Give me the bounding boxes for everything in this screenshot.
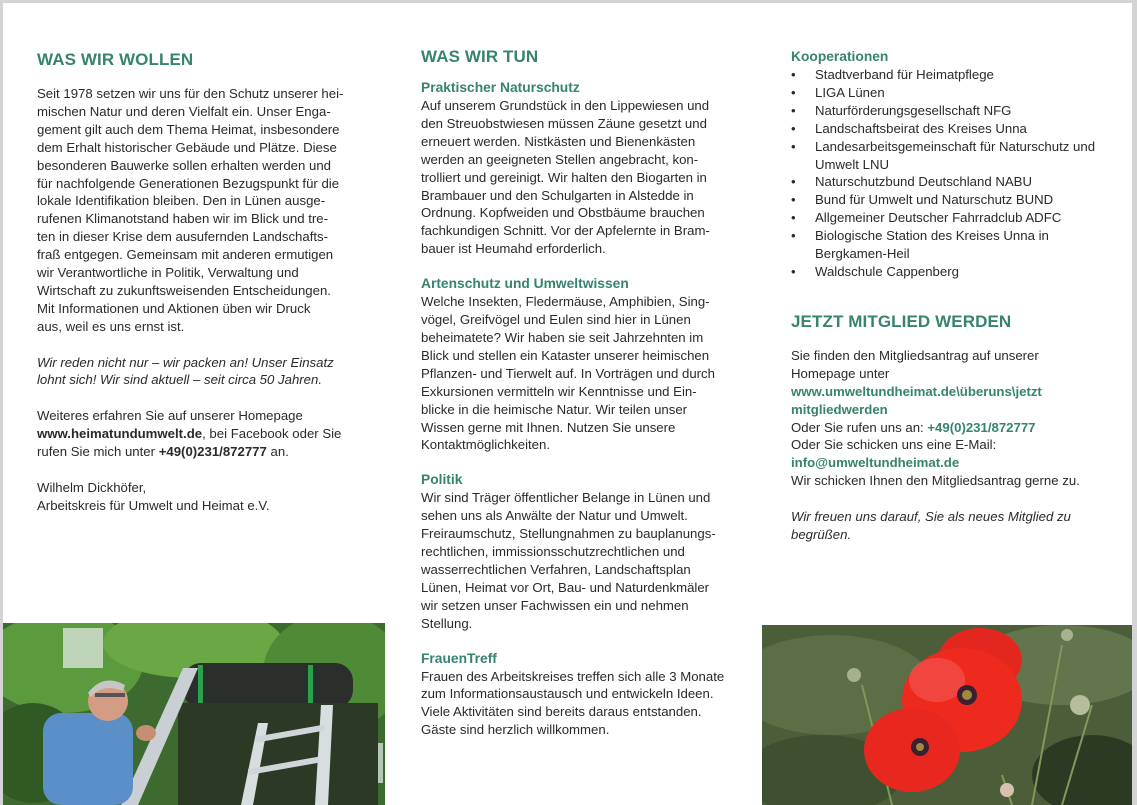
text-line: dem Erhalt historischer Gebäude und Plätze. Diese <box>37 139 337 155</box>
text-line: bauer ist Heumahd erforderlich. <box>421 241 606 257</box>
text-line: Wir sind Träger öffentlicher Belange in Lünen und <box>421 490 711 506</box>
text-line: den Streuobstwiesen müssen Zäune gesetzt und <box>421 115 707 131</box>
text-line: für nachfolgende Generationen Bezugspunkt für die <box>37 175 340 191</box>
text-line: gement gilt auch dem Thema Heimat, insbesondere <box>37 121 340 137</box>
subheading: Artenschutz und Umweltwissen <box>421 276 629 292</box>
text-line: Wirtschaft zu zukunftsweisenden Entscheidungen. <box>37 282 331 298</box>
phone-number[interactable]: +49(0)231/872777 <box>158 444 267 460</box>
text-line: Pflanzen- und Tierwelt auf. In Vorträgen und durch <box>421 365 715 381</box>
text-line: rufenen Klimanotstand haben wir im Blick und tre- <box>37 211 329 227</box>
text-line: vögel, Greifvögel und Eulen sind hier in Lünen <box>421 312 691 328</box>
text-line: mischen Natur und deren Vielfalt ein. Unser Enga- <box>37 103 331 119</box>
list-item <box>791 138 1111 174</box>
url-line[interactable]: mitgliedwerden <box>791 401 888 417</box>
text-line: Lünen, Heimat vor Ort, Bau- und Naturdenkmäler <box>421 579 710 595</box>
list-item <box>791 227 1111 263</box>
text-line: Naturschutzbund Deutschland NABU <box>815 174 1032 190</box>
heading-kooperationen: Kooperationen <box>791 49 889 64</box>
list-item <box>791 102 1111 120</box>
text-line: aus, weil es uns ernst ist. <box>37 318 185 334</box>
text-line: trolliert und gereinigt. Wir halten den Biogarten in <box>421 169 707 185</box>
subheading: FrauenTreff <box>421 650 497 666</box>
text-line: Naturförderungsgesellschaft NFG <box>815 102 1012 118</box>
text-line: Bund für Umwelt und Naturschutz BUND <box>815 192 1054 208</box>
text-line: Seit 1978 setzen wir uns für den Schutz unserer hei- <box>37 86 344 101</box>
list-item <box>791 173 1111 191</box>
section-frauentreff <box>421 650 741 740</box>
text-line: lokale Identifikation bleiben. Den in Lünen ausge- <box>37 193 326 209</box>
photo-man-on-ladder <box>3 623 385 805</box>
man-on-ladder-illustration <box>3 623 385 805</box>
text-line: rufen Sie mich unter <box>37 444 159 460</box>
membership-email-link[interactable]: info@umweltundheimat.de <box>791 455 960 471</box>
section-body <box>421 668 741 740</box>
url-line[interactable]: www.umweltundheimat.de\überuns\jetzt <box>791 383 1042 399</box>
signature <box>37 479 357 515</box>
text-line: Exkursionen vermitteln wir Kenntnisse und Ein- <box>421 383 697 399</box>
list-item <box>791 209 1111 227</box>
text-line: Welche Insekten, Fledermäuse, Amphibien, Sing- <box>421 294 710 310</box>
membership-url-link[interactable] <box>791 384 1042 417</box>
signature-org: Arbeitskreis für Umwelt und Heimat e.V. <box>37 497 270 513</box>
cooperation-list <box>791 66 1111 281</box>
text-line: besonderen Bauwerke sollen erhalten werden und <box>37 157 331 173</box>
text-line: Sie finden den Mitgliedsantrag auf unserer <box>791 347 1039 363</box>
text-line: Weiteres erfahren Sie auf unserer Homepage <box>37 408 303 424</box>
list-item <box>791 263 1111 281</box>
text-line: wir Verantwortliche in Politik, Verwaltung und <box>37 265 299 281</box>
heading-was-wir-tun: WAS WIR TUN <box>421 47 539 66</box>
text-line: Ordnung. Kopfweiden und Obstbäume brauchen <box>421 205 705 221</box>
text-line: Auf unserem Grundstück in den Lippewiesen und <box>421 98 710 113</box>
motto-paragraph <box>37 354 357 390</box>
text-line: fraß entgegen. Gemeinsam mit anderen ermutigen <box>37 247 334 263</box>
text-line: zum Informationsaustausch und entwickeln Ideen. <box>421 686 714 702</box>
text-line: Brambauer und den Schulgarten in Alstedde in <box>421 187 694 203</box>
website-link[interactable]: www.heimatundumwelt.de <box>37 426 203 442</box>
text-line: erneuert werden. Nistkästen und Bienenkästen <box>421 133 696 149</box>
text-line: Allgemeiner Deutscher Fahrradclub ADFC <box>815 210 1062 226</box>
text-line: Stellung. <box>421 615 473 631</box>
text-line: Oder Sie rufen uns an: <box>791 419 928 435</box>
text-line: ten in dieser Krise dem ausufernden Landschafts- <box>37 229 329 245</box>
text-line: LIGA Lünen <box>815 84 885 100</box>
brochure-page <box>3 3 1132 805</box>
section-body <box>421 97 741 258</box>
section-praktischer-naturschutz <box>421 79 741 258</box>
text-line: Stadtverband für Heimatpflege <box>815 67 994 82</box>
text-line: Gäste sind herzlich willkommen. <box>421 722 610 738</box>
text-line: Waldschule Cappenberg <box>815 263 959 279</box>
section-body <box>421 489 741 632</box>
text-line: Wir schicken Ihnen den Mitgliedsantrag gerne zu. <box>791 473 1080 489</box>
heading-was-wir-wollen: WAS WIR WOLLEN <box>37 50 194 69</box>
photo-red-poppies <box>762 625 1132 805</box>
text-line: , bei Facebook oder Sie <box>202 426 342 442</box>
text-line: Kontaktmöglichkeiten. <box>421 437 551 453</box>
text-line: Blick und stellen ein Kataster unserer heimischen <box>421 347 710 363</box>
heading-jetzt-mitglied-werden: JETZT MITGLIED WERDEN <box>791 311 1012 331</box>
list-item <box>791 66 1111 84</box>
closing-paragraph <box>791 508 1111 544</box>
text-line: Viele Aktivitäten sind bereits daraus entstanden. <box>421 704 702 720</box>
column-was-wir-wollen <box>37 3 357 515</box>
text-line: Frauen des Arbeitskreises treffen sich alle 3 Monate <box>421 668 725 684</box>
subheading: Politik <box>421 472 463 488</box>
text-line: Umwelt LNU <box>815 156 890 172</box>
text-line: Wir freuen uns darauf, Sie als neues Mitglied zu <box>791 509 1071 525</box>
column-kooperationen-mitglied <box>791 3 1111 544</box>
text-line: wir setzen unser Fachwissen ein und nehmen <box>421 597 689 613</box>
text-line: Landschaftsbeirat des Kreises Unna <box>815 120 1027 136</box>
text-line: Homepage unter <box>791 365 890 381</box>
section-body <box>421 293 741 454</box>
poppies-illustration <box>762 625 1132 805</box>
list-item <box>791 191 1111 209</box>
text-line: Wir reden nicht nur – wir packen an! Unser Einsatz <box>37 354 334 370</box>
column-was-wir-tun <box>421 3 741 739</box>
text-line: werden an geeigneten Stellen angebracht, kon- <box>421 151 699 167</box>
text-line: sehen uns als Anwälte der Natur und Umwelt. <box>421 508 688 524</box>
text-line: beheimatete? Wir haben sie seit Jahrzehnten im <box>421 329 704 345</box>
list-item <box>791 120 1111 138</box>
text-line: fachkundigen Schnitt. Vor der Apfelernte in Bram- <box>421 223 710 239</box>
text-line: lohnt sich! Wir sind aktuell – seit circa 50 Jahren. <box>37 372 323 388</box>
text-line: wasserrechtlichen Verfahren, Landschaftsplan <box>421 561 691 577</box>
section-politik <box>421 471 741 632</box>
text-line: an. <box>266 444 289 460</box>
text-line: Oder Sie schicken uns eine E-Mail: <box>791 437 997 453</box>
membership-paragraph <box>791 347 1111 490</box>
list-item <box>791 84 1111 102</box>
membership-phone[interactable]: +49(0)231/872777 <box>927 419 1036 435</box>
intro-paragraph <box>37 85 357 336</box>
text-line: Freiraumschutz, Stellungnahmen zu bauplanungs- <box>421 526 716 542</box>
text-line: Bergkamen-Heil <box>815 246 910 262</box>
text-line: Landesarbeitsgemeinschaft für Naturschutz und <box>815 138 1096 154</box>
text-line: begrüßen. <box>791 526 852 542</box>
section-artenschutz <box>421 275 741 454</box>
text-line: Wissen gerne mit Ihnen. Nutzen Sie unsere <box>421 419 676 435</box>
text-line: rechtlichen, immissionsschutzrechtlichen und <box>421 544 685 560</box>
subheading: Praktischer Naturschutz <box>421 80 580 95</box>
signature-name: Wilhelm Dickhöfer, <box>37 479 147 495</box>
text-line: Biologische Station des Kreises Unna in <box>815 228 1049 244</box>
text-line: Mit Informationen und Aktionen üben wir Druck <box>37 300 311 316</box>
contact-paragraph <box>37 407 357 461</box>
text-line: blicke in die heimische Natur. Wir teilen unser <box>421 401 688 417</box>
